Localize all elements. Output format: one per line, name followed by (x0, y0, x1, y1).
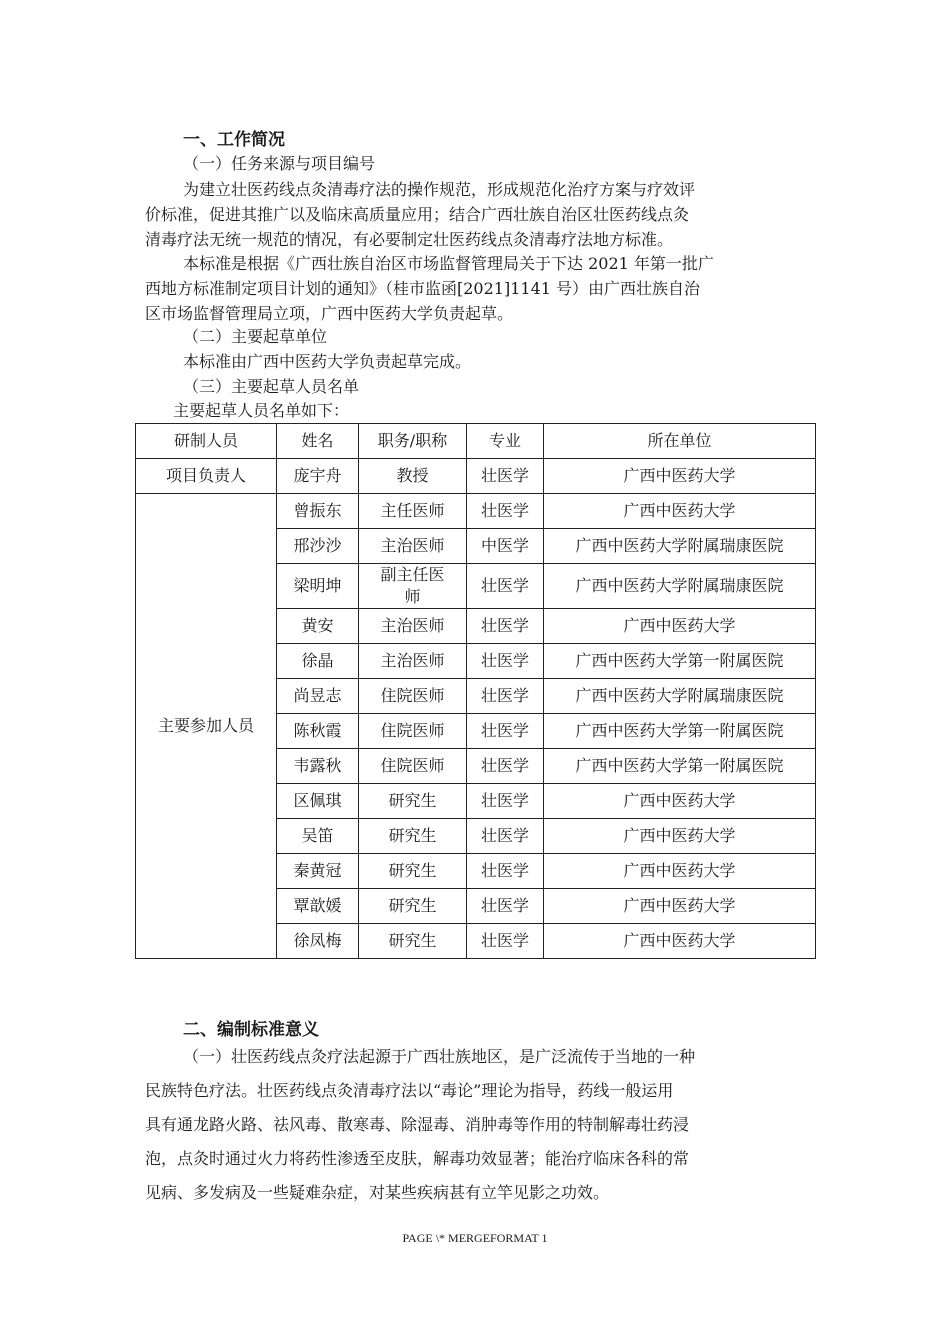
major-cell: 壮医学 (467, 749, 544, 784)
role-cell: 主要参加人员 (136, 494, 277, 959)
name-cell: 庞宇舟 (277, 459, 359, 494)
unit-cell: 广西中医药大学附属瑞康医院 (544, 564, 816, 609)
name-cell: 区佩琪 (277, 784, 359, 819)
name-cell: 陈秋霞 (277, 714, 359, 749)
major-cell: 壮医学 (467, 494, 544, 529)
title-cell: 主任医师 (359, 494, 467, 529)
name-cell: 韦露秋 (277, 749, 359, 784)
paragraph-line: 民族特色疗法。壮医药线点灸清毒疗法以“毒论”理论为指导，药线一般运用 (145, 1081, 674, 1100)
major-cell: 壮医学 (467, 564, 544, 609)
unit-cell: 广西中医药大学 (544, 784, 816, 819)
name-cell: 秦黄冠 (277, 854, 359, 889)
major-cell: 壮医学 (467, 644, 544, 679)
name-cell: 徐凤梅 (277, 924, 359, 959)
header-unit: 所在单位 (544, 424, 816, 459)
paragraph-line: 为建立壮医药线点灸清毒疗法的操作规范，形成规范化治疗方案与疗效评 (183, 180, 696, 199)
title-cell: 研究生 (359, 924, 467, 959)
role-cell: 项目负责人 (136, 459, 277, 494)
name-cell: 覃歆媛 (277, 889, 359, 924)
unit-cell: 广西中医药大学第一附属医院 (544, 714, 816, 749)
table-header-row (136, 424, 816, 459)
major-cell: 壮医学 (467, 819, 544, 854)
title-cell: 研究生 (359, 819, 467, 854)
title-cell: 主治医师 (359, 609, 467, 644)
paragraph-line: 西地方标准制定项目计划的通知》（桂市监函[2021]1141 号）由广西壮族自治 (145, 279, 701, 298)
paragraph-significance (145, 1040, 810, 1210)
name-cell: 梁明坤 (277, 564, 359, 609)
major-cell: 壮医学 (467, 924, 544, 959)
unit-cell: 广西中医药大学第一附属医院 (544, 749, 816, 784)
name-cell: 曾振东 (277, 494, 359, 529)
unit-cell: 广西中医药大学附属瑞康医院 (544, 529, 816, 564)
paragraph-line: 具有通龙路火路、祛风毒、散寒毒、除湿毒、消肿毒等作用的特制解毒壮药浸 (145, 1115, 690, 1134)
drafting-staff-table (135, 423, 816, 959)
page-footer: PAGE \* MERGEFORMAT 1 (402, 1231, 548, 1245)
unit-cell: 广西中医药大学 (544, 459, 816, 494)
title-cell: 教授 (359, 459, 467, 494)
paragraph-drafting-unit: 本标准由广西中医药大学负责起草完成。 (183, 352, 472, 371)
name-cell: 吴笛 (277, 819, 359, 854)
unit-cell: 广西中医药大学 (544, 609, 816, 644)
paragraph-line: 泡，点灸时通过火力将药性渗透至皮肤，解毒功效显著；能治疗临床各科的常 (145, 1149, 690, 1168)
paragraph-line: 清毒疗法无统一规范的情况，有必要制定壮医药线点灸清毒疗法地方标准。 (145, 230, 674, 249)
title-cell: 主治医师 (359, 644, 467, 679)
major-cell: 壮医学 (467, 854, 544, 889)
unit-cell: 广西中医药大学第一附属医院 (544, 644, 816, 679)
subsection-task-source: （一）任务来源与项目编号 (183, 154, 376, 173)
section-2-heading: 二、编制标准意义 (183, 1020, 319, 1040)
header-title: 职务/职称 (359, 424, 467, 459)
paragraph-line: 价标准，促进其推广以及临床高质量应用；结合广西壮族自治区壮医药线点灸 (145, 205, 690, 224)
subsection-drafting-unit: （二）主要起草单位 (183, 327, 328, 346)
section-1-heading: 一、工作简况 (183, 130, 285, 150)
subsection-drafting-staff: （三）主要起草人员名单 (183, 377, 360, 396)
major-cell: 壮医学 (467, 679, 544, 714)
paragraph-line: 本标准是根据《广西壮族自治区市场监督管理局关于下达 2021 年第一批广 (183, 254, 714, 273)
header-name: 姓名 (277, 424, 359, 459)
major-cell: 壮医学 (467, 609, 544, 644)
title-cell: 主治医师 (359, 529, 467, 564)
paragraph-basis (145, 251, 810, 326)
table-row (136, 494, 816, 529)
title-cell: 研究生 (359, 889, 467, 924)
name-cell: 尚昱志 (277, 679, 359, 714)
major-cell: 壮医学 (467, 784, 544, 819)
title-cell: 副主任医师 (359, 564, 467, 609)
major-cell: 中医学 (467, 529, 544, 564)
paragraph-purpose (145, 177, 810, 252)
name-cell: 黄安 (277, 609, 359, 644)
name-cell: 徐晶 (277, 644, 359, 679)
major-cell: 壮医学 (467, 459, 544, 494)
paragraph-line: 见病、多发病及一些疑难杂症，对某些疾病甚有立竿见影之功效。 (145, 1183, 610, 1202)
unit-cell: 广西中医药大学 (544, 889, 816, 924)
name-cell: 邢沙沙 (277, 529, 359, 564)
major-cell: 壮医学 (467, 889, 544, 924)
title-cell: 研究生 (359, 784, 467, 819)
title-cell: 住院医师 (359, 749, 467, 784)
paragraph-line: 区市场监督管理局立项，广西中医药大学负责起草。 (145, 304, 514, 323)
header-role: 研制人员 (136, 424, 277, 459)
header-major: 专业 (467, 424, 544, 459)
paragraph-line: （一）壮医药线点灸疗法起源于广西壮族地区，是广泛流传于当地的一种 (183, 1047, 696, 1066)
title-cell: 住院医师 (359, 714, 467, 749)
unit-cell: 广西中医药大学 (544, 924, 816, 959)
unit-cell: 广西中医药大学 (544, 819, 816, 854)
table-row (136, 459, 816, 494)
unit-cell: 广西中医药大学附属瑞康医院 (544, 679, 816, 714)
unit-cell: 广西中医药大学 (544, 854, 816, 889)
title-cell: 研究生 (359, 854, 467, 889)
title-cell: 住院医师 (359, 679, 467, 714)
major-cell: 壮医学 (467, 714, 544, 749)
table-intro: 主要起草人员名单如下： (173, 401, 350, 420)
unit-cell: 广西中医药大学 (544, 494, 816, 529)
